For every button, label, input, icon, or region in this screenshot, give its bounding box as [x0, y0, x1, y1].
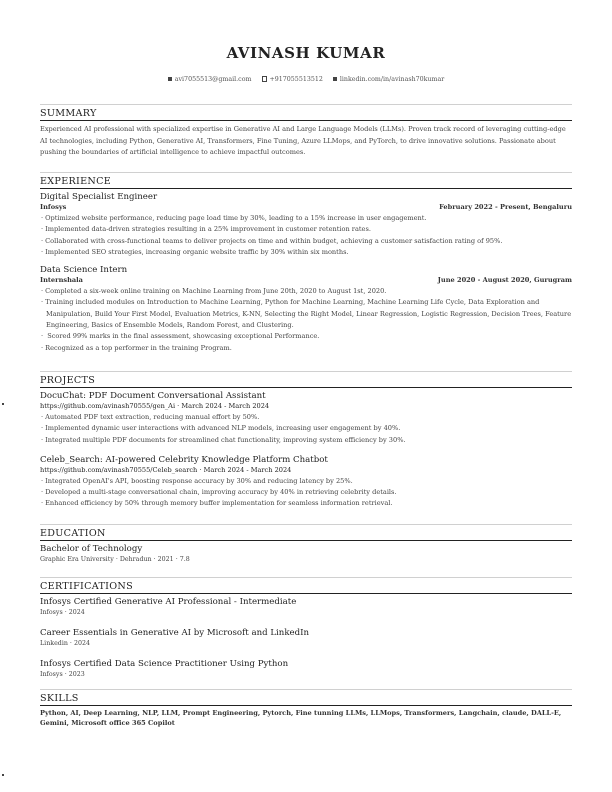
certification-entry [40, 628, 572, 648]
phone-text: +917055513512 [269, 76, 323, 83]
linkedin-text: linkedin.com/in/avinash70kumar [339, 76, 445, 83]
skills-list: Python, AI, Deep Learning, NLP, LLM, Prompt Engineering, Pytorch, Fine tunning LLMs, LLMops, Transformers, Langchain, claude, DALL-E, Gemini, Microsoft office 365 Copilot [40, 709, 562, 727]
education-heading: EDUCATION [40, 528, 572, 541]
certifications-section [40, 577, 572, 679]
certification-issuer: Infosys [40, 609, 63, 616]
candidate-name: AVINASH KUMAR [226, 44, 386, 62]
contact-line [40, 76, 572, 83]
experience-section [40, 172, 572, 354]
project-entry [40, 455, 572, 510]
project-bullets [40, 412, 572, 446]
education-meta [40, 555, 572, 564]
summary-text: Experienced AI professional with specialized expertise in Generative AI and Large Language Models (LLMs). Proven track record of leveraging cutting-edge AI technologies, including Python, Generative AI, Transformers, Fine Tuning, Azure LLMops, and PyTorch, to drive innovative solutions. Passionate about pushing the boundaries of artificial intelligence to achieve impactful outcomes. [40, 125, 566, 156]
certification-year: 2024 [68, 609, 85, 616]
section-divider [40, 577, 572, 578]
school-name: Graphic Era University [40, 556, 114, 563]
experience-entry [40, 265, 572, 354]
experience-heading: EXPERIENCE [40, 176, 572, 189]
dot-separator: · [153, 556, 156, 563]
company-name: Internshala [40, 276, 83, 285]
phone-icon [262, 76, 267, 82]
summary-heading: SUMMARY [40, 108, 572, 121]
bullet-item: · Implemented data-driven strategies resulting in a 25% improvement in customer retention rates. [40, 224, 572, 235]
project-bullets [40, 476, 572, 510]
margin-mark [2, 403, 4, 405]
certification-issuer: Linkedin [40, 640, 68, 647]
bullet-item: · Completed a six-week online training on Machine Learning from June 20th, 2020 to August 1st, 2020. [40, 286, 572, 297]
certification-name: Infosys Certified Data Science Practitioner Using Python [40, 659, 289, 669]
bullet-item: · Automated PDF text extraction, reducing manual effort by 50%. [40, 412, 572, 423]
linkedin-icon [333, 77, 337, 81]
section-divider [40, 104, 572, 105]
skills-heading: SKILLS [40, 693, 572, 706]
experience-entry [40, 192, 572, 258]
certification-issuer: Infosys [40, 671, 63, 678]
job-date-location: February 2022 - Present, Bengaluru [439, 203, 572, 211]
certification-year: 2023 [68, 671, 85, 678]
dot-separator: · [175, 556, 178, 563]
graduation-year: 2021 [157, 556, 174, 563]
bullet-item: · Optimized website performance, reducing page load time by 30%, leading to a 15% increase in user engagement. [40, 213, 572, 224]
job-date-location: June 2020 - August 2020, Gurugram [437, 276, 572, 285]
certification-name: Infosys Certified Generative AI Professional - Intermediate [40, 597, 297, 607]
company-name: Infosys [40, 203, 67, 211]
section-divider [40, 524, 572, 525]
project-link[interactable]: https://github.com/avinash70555/gen_Ai [40, 402, 176, 410]
project-name: DocuChat: PDF Document Conversational Assistant [40, 391, 266, 401]
bullet-item: · Developed a multi-stage conversational chain, improving accuracy by 40% in retrieving celebrity details. [40, 487, 572, 498]
job-title: Data Science Intern [40, 265, 128, 276]
education-section [40, 524, 572, 564]
certification-year: 2024 [73, 640, 90, 647]
dot-separator: · [177, 402, 180, 410]
project-date: March 2024 - March 2024 [203, 465, 292, 474]
project-name: Celeb_Search: AI-powered Celebrity Knowledge Platform Chatbot [40, 454, 328, 465]
email-contact[interactable] [168, 76, 252, 83]
projects-heading: PROJECTS [40, 375, 572, 388]
certification-name: Career Essentials in Generative AI by Microsoft and LinkedIn [40, 628, 310, 638]
summary-section [40, 104, 572, 159]
dot-separator: · [199, 465, 202, 474]
degree-name: Bachelor of Technology [40, 544, 143, 554]
project-link[interactable]: https://github.com/avinash70555/Celeb_search [40, 465, 198, 474]
projects-section [40, 371, 572, 510]
email-icon [168, 77, 172, 81]
dot-separator: · [69, 640, 72, 647]
section-divider [40, 172, 572, 173]
dot-separator: · [64, 609, 67, 616]
dot-separator: · [64, 671, 67, 678]
certification-entry [40, 659, 572, 679]
job-bullets [40, 213, 572, 258]
school-location: Dehradun [119, 556, 152, 563]
job-title: Digital Specialist Engineer [40, 192, 158, 202]
section-divider [40, 689, 572, 690]
project-date: March 2024 - March 2024 [181, 402, 270, 410]
bullet-item: · Recognized as a top performer in the training Program. [40, 343, 572, 354]
bullet-item: · Implemented SEO strategies, increasing organic website traffic by 30% within six months. [40, 247, 572, 258]
email-text: avi7055513@gmail.com [174, 76, 252, 83]
job-bullets [40, 286, 572, 354]
project-entry [40, 391, 572, 446]
bullet-item: · Integrated OpenAI's API, boosting response accuracy by 30% and reducing latency by 25%. [40, 476, 572, 487]
skills-section [40, 689, 572, 728]
phone-contact[interactable] [262, 76, 323, 83]
bullet-item: · Scored 99% marks in the final assessment, showcasing exceptional Performance. [40, 331, 572, 342]
certifications-heading: CERTIFICATIONS [40, 581, 572, 594]
linkedin-contact[interactable] [333, 76, 444, 83]
bullet-item: · Training included modules on Introduction to Machine Learning, Python for Machine Learning, Machine Learning Life Cycle, Data Exploration and Manipulation, Build Your First Model, Evaluation Metrics, K-NN, Selecting the Right Model, Linear Regression, Logistic Regression, Decision Trees, Feature Engineering, Basics of Ensemble Models, Random Forest, and Clustering. [40, 297, 572, 331]
bullet-item: · Integrated multiple PDF documents for streamlined chat functionality, improving system efficiency by 30%. [40, 435, 572, 446]
margin-mark [2, 774, 4, 776]
section-divider [40, 371, 572, 372]
dot-separator: · [115, 556, 118, 563]
bullet-item: · Collaborated with cross-functional teams to deliver projects on time and within budget, achieving a customer satisfaction rating of 95%. [40, 236, 572, 247]
bullet-item: · Enhanced efficiency by 50% through memory buffer implementation for seamless information retrieval. [40, 498, 572, 509]
gpa-score: 7.8 [179, 556, 190, 563]
certification-entry [40, 597, 572, 617]
bullet-item: · Implemented dynamic user interactions with advanced NLP models, increasing user engagement by 40%. [40, 423, 572, 434]
